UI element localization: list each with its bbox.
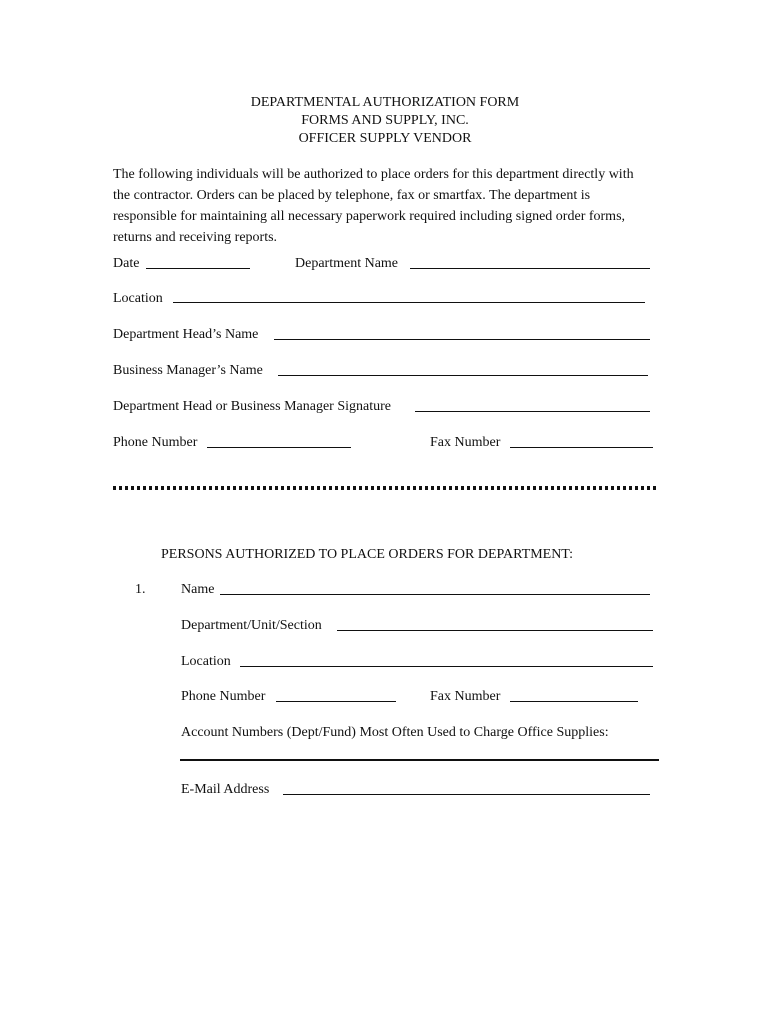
department-head-input-line[interactable]: [274, 339, 650, 340]
dashed-divider: [113, 486, 659, 490]
form-title: DEPARTMENTAL AUTHORIZATION FORM: [250, 95, 520, 110]
intro-paragraph: The following individuals will be authorized to place orders for this department directly with the contractor. Orders can be placed by telephone, fax or smartfax. The department is responsible for maintaining all necessary paperwork required including signed order forms, returns and receiving reports.: [113, 167, 634, 245]
person-name-input-line[interactable]: [220, 594, 650, 595]
account-numbers-input-line[interactable]: [180, 759, 659, 761]
person-fax-input-line[interactable]: [510, 701, 638, 702]
signature-label: Department Head or Business Manager Signature: [113, 399, 391, 414]
fax-input-line[interactable]: [510, 447, 653, 448]
email-input-line[interactable]: [283, 794, 650, 795]
person-unit-input-line[interactable]: [337, 630, 653, 631]
location-label: Location: [113, 291, 163, 306]
company-name: FORMS AND SUPPLY, INC.: [301, 113, 469, 128]
business-manager-label: Business Manager’s Name: [113, 363, 263, 378]
phone-input-line[interactable]: [207, 447, 351, 448]
business-manager-input-line[interactable]: [278, 375, 648, 376]
person-number: 1.: [135, 582, 146, 597]
persons-heading: PERSONS AUTHORIZED TO PLACE ORDERS FOR DEPARTMENT:: [161, 547, 574, 562]
date-label: Date: [113, 256, 140, 271]
person-location-input-line[interactable]: [240, 666, 653, 667]
person-name-label: Name: [181, 582, 215, 597]
form-subtitle: OFFICER SUPPLY VENDOR: [298, 131, 472, 146]
location-input-line[interactable]: [173, 302, 645, 303]
department-head-label: Department Head’s Name: [113, 327, 259, 342]
signature-input-line[interactable]: [415, 411, 650, 412]
fax-label: Fax Number: [430, 435, 501, 450]
person-fax-label: Fax Number: [430, 689, 501, 704]
person-phone-input-line[interactable]: [276, 701, 396, 702]
date-input-line[interactable]: [146, 268, 250, 269]
person-location-label: Location: [181, 654, 231, 669]
account-numbers-label: Account Numbers (Dept/Fund) Most Often Used to Charge Office Supplies:: [181, 725, 609, 740]
person-unit-label: Department/Unit/Section: [181, 618, 322, 633]
department-name-input-line[interactable]: [410, 268, 650, 269]
department-name-label: Department Name: [295, 256, 399, 271]
phone-label: Phone Number: [113, 435, 198, 450]
email-label: E-Mail Address: [181, 782, 270, 797]
person-phone-label: Phone Number: [181, 689, 266, 704]
